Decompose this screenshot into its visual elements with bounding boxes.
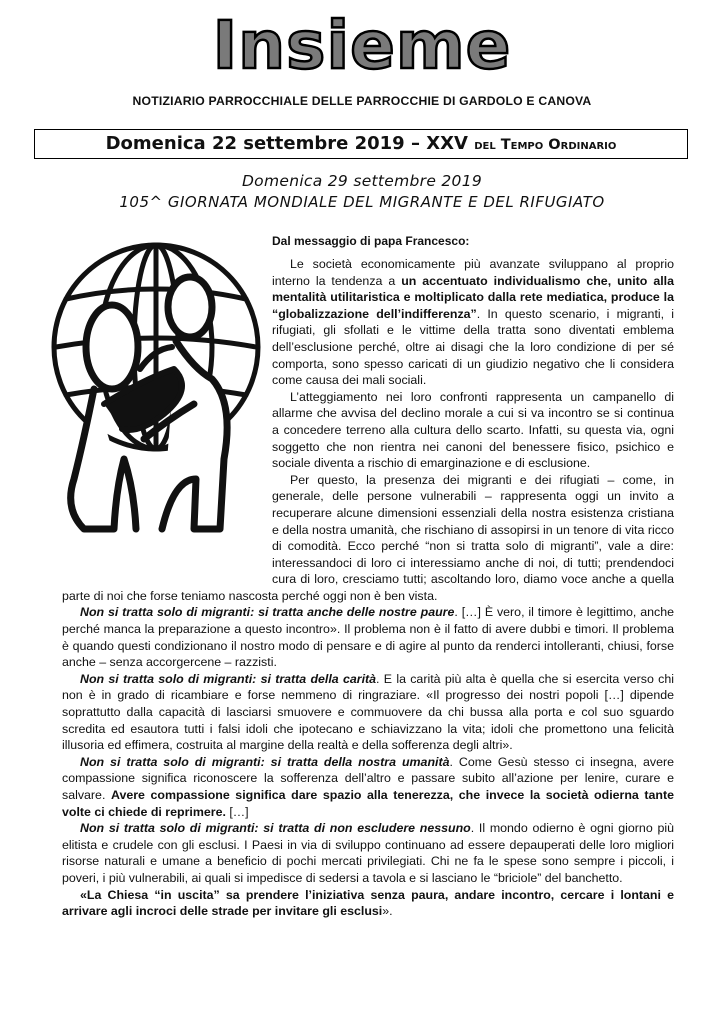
event-date: Domenica 29 settembre 2019	[241, 172, 483, 190]
p8-text-tail: ».	[382, 904, 393, 919]
paragraph-4	[62, 604, 674, 670]
p7-text: . Il mondo odierno è ogni giorno più elitista e crudele con gli esclusi. I Paesi in via di sviluppo continuano ad essere depauperati delle loro migliori risorse naturali e umane a beneficio di pochi mercati privilegiati. Chi ne fa le spese sono sempre i piccoli, i poveri, i più vulnerabili, ai quali si impedisce di sedersi a tavola e si lasciano le “briciole” del banchetto.	[62, 821, 674, 885]
p6-heading: Non si tratta solo di migranti: si tratta della nostra umanità	[80, 754, 450, 769]
masthead	[0, 7, 724, 84]
article-intro: Dal messaggio di papa Francesco:	[272, 234, 470, 248]
masthead-subtitle: NOTIZIARIO PARROCCHIALE DELLE PARROCCHIE DI GARDOLO E CANOVA	[132, 94, 592, 108]
paragraph-7	[62, 820, 674, 886]
p6-text-tail: […]	[225, 804, 249, 819]
date-banner	[34, 129, 688, 159]
p1-text-c: . In questo scenario, i migranti, i rifugiati, gli sfollati e le vittime della tratta sono diventati emblema dell’esclusione perché, oltre ai disagi che la loro condizione di per sé comporta, sono spesso caricati di un giudizio negativo che li considera come causa dei mali sociali.	[272, 306, 674, 388]
p1-text-bold: un accentuato individualismo che, unito alla mentalità utilitaristica e moltiplicato dalla rete mediatica, produce la “globalizzazione dell’indifferenza”	[272, 273, 674, 321]
article-body	[62, 256, 674, 920]
p7-heading: Non si tratta solo di migranti: si tratta di non escludere nessuno	[80, 821, 471, 836]
event-title: 105^ GIORNATA MONDIALE DEL MIGRANTE E DEL RIFUGIATO	[119, 193, 605, 211]
paragraph-6	[62, 754, 674, 820]
p4-heading: Non si tratta solo di migranti: si tratta anche delle nostre paure	[80, 605, 455, 620]
p5-heading: Non si tratta solo di migranti: si tratta della carità	[80, 671, 377, 686]
date-banner-main: Domenica 22 settembre 2019 – XXV	[105, 133, 475, 154]
image-spacer	[62, 256, 272, 586]
paragraph-3: Per questo, la presenza dei migranti e dei rifugiati – come, in generale, delle persone vulnerabili – rappresenta oggi un invito a recuperare alcune dimensioni essenziali della nostra esistenza cristiana e della nostra umanità, che rischiano di assopirsi in un tenore di vita ricco di comodità. Ecco perché “non si tratta solo di migranti”, vale a dire: interessandoci di loro ci interessiamo anche di noi, di tutti; prendendoci cura di loro, cresciamo tutti; ascoltando loro, diamo voce anche a quella parte di noi che forse teniamo nascosta perché oggi non è ben vista.	[62, 472, 674, 603]
p6-text: . Come Gesù stesso ci insegna, avere compassione significa riconoscere la sofferenza dell’altro e passare subito all’azione per lenire, curare e salvare.	[62, 754, 674, 802]
masthead-title: Insieme	[212, 7, 512, 84]
p5-text: . E la carità più alta è quella che si esercita verso chi non è in grado di ricambiare e forse nemmeno di ringraziare. «Il progresso dei nostri popoli […] dipende soprattutto dalla capacità di lasciarsi smuovere e commuovere da chi bussa alla porta e col suo sguardo scredita ed esautora tutti i falsi idoli che ipotecano e schiavizzano la vita; idoli che promettono una felicità illusoria ed effimera, costruita al margine della realtà e della sofferenza degli altri».	[62, 671, 674, 753]
p6-text-bold: Avere compassione significa dare spazio alla tenerezza, che invece la società odierna tante volte ci chiede di reprimere.	[62, 788, 674, 819]
paragraph-2: L’atteggiamento nei loro confronti rappresenta un campanello di allarme che avvisa del declino morale a cui si va incontro se si continua a concedere terreno alla cultura dello scarto. Infatti, su questa via, ogni soggetto che non rientra nei canoni del benessere fisico, psichico e sociale diventa a rischio di emarginazione e di esclusione.	[272, 389, 674, 471]
paragraph-8	[62, 887, 674, 920]
p1-text-a: Le società economicamente più avanzate sviluppano al proprio interno la tendenza a	[272, 257, 674, 288]
paragraph-5	[62, 671, 674, 754]
p4-text: . […] È vero, il timore è legittimo, anche perché manca la preparazione a questo incontro». Il problema non è il fatto di avere dubbi e timori. Il problema è quando questi condizionano il nostro modo di pensare e di agire al punto da renderci intolleranti, chiusi, forse anche – senza accorgercene – razzisti.	[62, 605, 675, 670]
p8-text-bold: «La Chiesa “in uscita” sa prendere l’iniziativa senza paura, andare incontro, cercare i lontani e arrivare agli incroci delle strade per invitare gli esclusi	[62, 887, 674, 919]
date-banner-tail: del Tempo Ordinario	[474, 137, 617, 153]
